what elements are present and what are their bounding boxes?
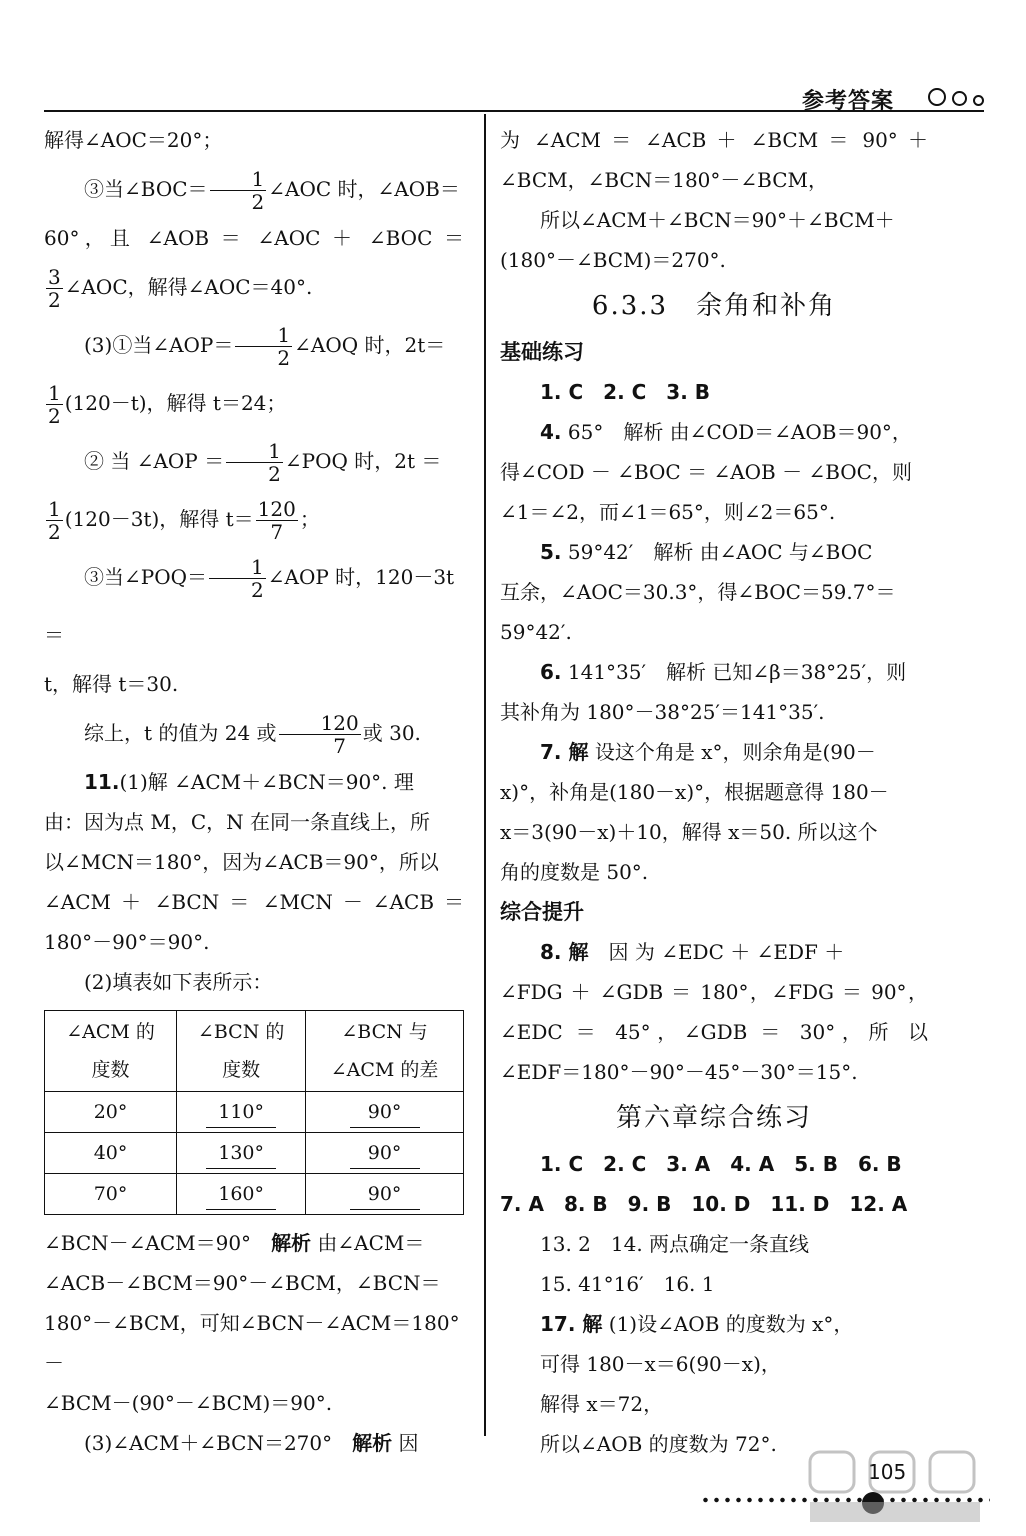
text-line: 60°，且 ∠AOB ＝ ∠AOC ＋ ∠BOC ＝ xyxy=(44,226,464,250)
answer-line: 4. 65° 解析 由∠COD＝∠AOB＝90°， xyxy=(540,420,912,444)
text-line: t，解得 t＝30. xyxy=(44,672,179,696)
text-line: $\frac{1}{2}$ (120－3t)，解得 t＝ $\frac{120}{7}$ ； xyxy=(48,497,320,544)
text-line: 角的度数是 50°. xyxy=(500,860,649,884)
text-line: 综上，t 的值为 24 或 $\frac{120}{7}$ 或 30. xyxy=(84,711,421,758)
text-line: 为 ∠ACM ＝ ∠ACB ＋ ∠BCM ＝ 90° ＋ xyxy=(500,128,928,152)
table-header-cell: ∠BCN 的 度数 xyxy=(177,1011,306,1092)
answer-line: 5. 59°42′ 解析 由∠AOC 与∠BOC xyxy=(540,540,873,564)
fraction: $\frac{1}{2}$ xyxy=(226,440,283,485)
text-line: ③当∠BOC＝ $\frac{1}{2}$ ∠AOC 时，∠AOB＝ xyxy=(84,167,460,214)
text-line: $\frac{3}{2}$ ∠AOC，解得∠AOC＝40°. xyxy=(48,265,313,312)
table-row xyxy=(45,1092,464,1133)
text-line: 所以∠ACM＋∠BCN＝90°＋∠BCM＋ xyxy=(540,208,895,232)
text-line: 以∠MCN＝180°，因为∠ACB＝90°，所以 xyxy=(44,850,439,874)
answer-table xyxy=(44,1010,464,1215)
table-row xyxy=(45,1174,464,1215)
table-cell: 90° xyxy=(306,1133,464,1174)
text-line: ∠FDG ＋ ∠GDB ＝ 180°，∠FDG ＝ 90°， xyxy=(500,980,928,1004)
header-rule xyxy=(44,110,984,112)
subsection-title: 基础练习 xyxy=(500,340,584,364)
answer-line: 7. 解 设这个角是 x°，则余角是(90－ xyxy=(540,740,876,764)
table-cell: 20° xyxy=(45,1092,177,1133)
fraction: $\frac{1}{2}$ xyxy=(235,324,292,369)
fraction: $\frac{120}{7}$ xyxy=(257,497,296,544)
text-line: 所以∠AOB 的度数为 72°. xyxy=(540,1432,777,1456)
answer-line: 13. 2 14. 两点确定一条直线 xyxy=(540,1232,810,1256)
table-cell: 70° xyxy=(45,1174,177,1215)
column-divider xyxy=(484,114,486,1436)
text-line: ② 当 ∠AOP ＝ $\frac{1}{2}$ ∠POQ 时，2t ＝ xyxy=(84,439,442,486)
header-title: 参考答案 xyxy=(801,89,894,114)
fraction: $\frac{1}{2}$ xyxy=(48,497,61,544)
text-line: ∠EDC ＝ 45°，∠GDB ＝ 30°，所 以 xyxy=(500,1020,928,1044)
table-cell: 110° xyxy=(177,1092,306,1133)
right-column xyxy=(500,120,928,1464)
text-line: 解得 x＝72， xyxy=(540,1392,664,1416)
text-line: (3)∠ACM＋∠BCN＝270° 解析 因 xyxy=(84,1431,419,1455)
text-line: ∠1＝∠2，而∠1＝65°，则∠2＝65°. xyxy=(500,500,836,524)
question-11: 11.(1)解 ∠ACM＋∠BCN＝90°. 理 xyxy=(84,770,414,794)
table-cell: 90° xyxy=(306,1174,464,1215)
subsection-title: 综合提升 xyxy=(500,900,584,924)
answer-line: 15. 41°16′ 16. 1 xyxy=(540,1272,715,1296)
answer-line: 8. 解 因 为 ∠EDC ＋ ∠EDF ＋ xyxy=(540,940,845,964)
text-line: 由：因为点 M，C，N 在同一条直线上，所 xyxy=(44,810,430,834)
text-line: ∠EDF＝180°－90°－45°－30°＝15°. xyxy=(500,1060,858,1084)
text-line: 解得∠AOC＝20°； xyxy=(44,128,223,152)
section-title: 6.3.3 余角和补角 xyxy=(591,291,837,321)
table-header-row xyxy=(45,1011,464,1092)
table-header-cell: ∠BCN 与 ∠ACM 的差 xyxy=(306,1011,464,1092)
answer-line: 6. 141°35′ 解析 已知∠β＝38°25′，则 xyxy=(540,660,907,684)
section-title: 第六章综合练习 xyxy=(615,1103,812,1133)
fraction: $\frac{120}{7}$ xyxy=(279,712,361,757)
fraction: $\frac{1}{2}$ xyxy=(48,381,61,428)
text-line: ③当∠POQ＝ $\frac{1}{2}$ ∠AOP 时，120－3t＝ xyxy=(44,555,455,647)
text-line: 可得 180－x＝6(90－x)， xyxy=(540,1352,781,1376)
text-line: $\frac{1}{2}$ (120－t)，解得 t＝24； xyxy=(48,381,287,428)
table-cell: 160° xyxy=(177,1174,306,1215)
text-line: x＝3(90－x)＋10，解得 x＝50. 所以这个 xyxy=(500,820,878,844)
answer-line: 1. C 2. C 3. A 4. A 5. B 6. B xyxy=(540,1152,902,1176)
text-line: ∠BCM，∠BCN＝180°－∠BCM， xyxy=(500,168,829,192)
answer-line: 7. A 8. B 9. B 10. D 11. D 12. A xyxy=(500,1192,908,1216)
text-line: 180°－∠BCM，可知∠BCN－∠ACM＝180°－ xyxy=(44,1311,460,1375)
table-cell: 130° xyxy=(177,1133,306,1174)
header-circles-icon xyxy=(922,88,984,110)
text-line: 互余，∠AOC＝30.3°，得∠BOC＝59.7°＝ xyxy=(500,580,896,604)
fraction: $\frac{3}{2}$ xyxy=(48,265,61,312)
running-header xyxy=(44,78,984,112)
text-line: (180°－∠BCM)＝270°. xyxy=(500,248,726,272)
text-line: (2)填表如下表所示： xyxy=(84,970,273,994)
text-line: 其补角为 180°－38°25′＝141°35′. xyxy=(500,700,825,724)
table-header-cell: ∠ACM 的 度数 xyxy=(45,1011,177,1092)
text-line: 得∠COD － ∠BOC ＝ ∠AOB － ∠BOC，则 xyxy=(500,460,912,484)
table-cell: 40° xyxy=(45,1133,177,1174)
text-line: ∠BCM－(90°－∠BCM)＝90°. xyxy=(44,1391,333,1415)
table-row xyxy=(45,1133,464,1174)
text-line: 180°－90°＝90°. xyxy=(44,930,210,954)
text-line: x)°，补角是(180－x)°，根据题意得 180－ xyxy=(500,780,889,804)
text-line: 59°42′. xyxy=(500,620,572,644)
answer-line: 17. 解 (1)设∠AOB 的度数为 x°， xyxy=(540,1312,854,1336)
left-column xyxy=(44,120,464,1463)
watermark-logo-icon xyxy=(800,1444,990,1528)
page-number: 105 xyxy=(868,1460,907,1484)
text-line: ∠BCN－∠ACM＝90° 解析 由∠ACM＝ xyxy=(44,1231,425,1255)
table-cell: 90° xyxy=(306,1092,464,1133)
fraction: $\frac{1}{2}$ xyxy=(209,556,266,601)
fraction: $\frac{1}{2}$ xyxy=(210,168,267,213)
text-line: ∠ACB－∠BCM＝90°－∠BCM，∠BCN＝ xyxy=(44,1271,441,1295)
answer-line: 1. C 2. C 3. B xyxy=(540,380,711,404)
text-line: ∠ACM ＋ ∠BCN ＝ ∠MCN － ∠ACB ＝ xyxy=(44,890,464,914)
text-line: (3)①当∠AOP＝ $\frac{1}{2}$ ∠AOQ 时，2t＝ xyxy=(84,323,446,370)
